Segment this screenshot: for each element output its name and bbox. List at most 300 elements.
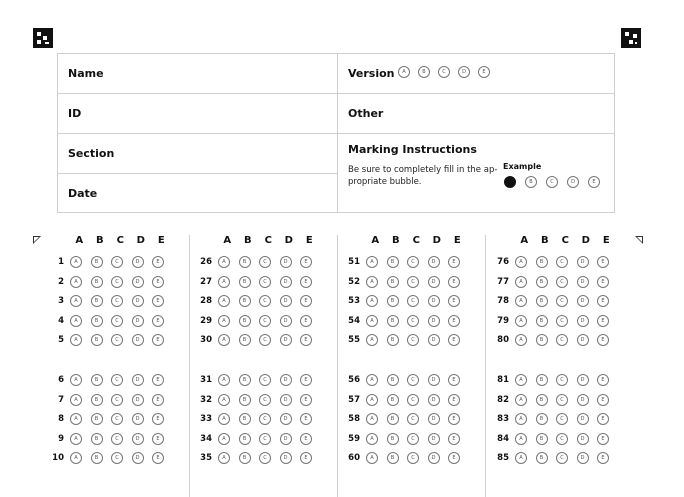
version-bubble-group [398, 66, 490, 78]
version-bubble-b[interactable]: B [418, 66, 430, 78]
answer-bubble-c[interactable]: C [111, 256, 123, 268]
answer-bubble-b[interactable]: B [239, 295, 251, 307]
answer-bubble-b[interactable]: B [536, 433, 548, 445]
answer-bubble-d[interactable]: D [280, 295, 292, 307]
question-number: 34 [200, 433, 212, 444]
answer-bubble-d[interactable]: D [577, 334, 589, 346]
answer-bubble-b[interactable]: B [536, 394, 548, 406]
answer-bubble-a[interactable]: A [70, 315, 82, 327]
answer-bubble-d[interactable]: D [428, 413, 440, 425]
question-number: 4 [58, 315, 64, 326]
answer-bubble-e[interactable]: E [300, 394, 312, 406]
answer-bubble-c[interactable]: C [259, 394, 271, 406]
answer-bubble-d[interactable]: D [132, 374, 144, 386]
answer-bubble-e[interactable]: E [448, 256, 460, 268]
answer-bubble-b[interactable]: B [91, 315, 103, 327]
question-row [192, 412, 312, 426]
answer-bubble-b[interactable]: B [239, 374, 251, 386]
answer-bubble-d[interactable]: D [132, 256, 144, 268]
answer-bubble-e[interactable]: E [448, 452, 460, 464]
answer-bubble-c[interactable]: C [556, 256, 568, 268]
answer-bubble-e[interactable]: E [152, 374, 164, 386]
question-row [340, 294, 460, 308]
question-number: 35 [200, 453, 212, 463]
answer-bubble-a[interactable]: A [70, 256, 82, 268]
id-field[interactable] [58, 94, 337, 134]
answer-bubble-c[interactable]: C [111, 315, 123, 327]
answer-bubble-a[interactable]: A [218, 295, 230, 307]
answer-bubble-group [218, 256, 312, 268]
date-field[interactable] [58, 174, 337, 212]
answer-bubble-b[interactable]: B [536, 374, 548, 386]
answer-bubble-d[interactable]: D [428, 334, 440, 346]
column-divider [189, 235, 190, 497]
answer-bubble-d[interactable]: D [577, 315, 589, 327]
answer-bubble-d[interactable]: D [577, 433, 589, 445]
answer-bubble-b[interactable]: B [91, 413, 103, 425]
answer-bubble-b[interactable]: B [91, 374, 103, 386]
answer-bubble-a[interactable]: A [218, 334, 230, 346]
answer-bubble-a[interactable]: A [515, 374, 527, 386]
question-number: 3 [58, 296, 64, 306]
question-number: 60 [348, 453, 360, 463]
answer-bubble-e[interactable]: E [597, 413, 609, 425]
answer-bubble-c[interactable]: C [407, 334, 419, 346]
answer-bubble-a[interactable]: A [515, 315, 527, 327]
answer-bubble-group [515, 413, 609, 425]
answer-bubble-c[interactable]: C [111, 295, 123, 307]
answer-bubble-a[interactable]: A [366, 433, 378, 445]
answer-bubble-b[interactable]: B [239, 276, 251, 288]
answer-bubble-b[interactable]: B [91, 452, 103, 464]
answer-bubble-c[interactable]: C [111, 452, 123, 464]
question-number: 79 [497, 315, 509, 326]
answer-bubble-e[interactable]: E [448, 334, 460, 346]
answer-bubble-group [366, 413, 460, 425]
question-number: 30 [200, 335, 212, 345]
answer-bubble-b[interactable]: B [387, 256, 399, 268]
answer-bubble-group [218, 452, 312, 464]
version-field [338, 54, 614, 94]
answer-bubble-d[interactable]: D [280, 452, 292, 464]
answer-bubble-e[interactable]: E [152, 394, 164, 406]
answer-bubble-d[interactable]: D [577, 295, 589, 307]
answer-bubble-e[interactable]: E [300, 452, 312, 464]
answer-bubble-c[interactable]: C [407, 394, 419, 406]
answer-bubble-d[interactable]: D [428, 374, 440, 386]
question-number: 6 [58, 375, 64, 385]
answer-bubble-group [218, 315, 312, 327]
answer-bubble-c[interactable]: C [556, 334, 568, 346]
version-bubble-e[interactable]: E [478, 66, 490, 78]
question-number: 9 [58, 433, 64, 444]
question-row [340, 333, 460, 347]
answer-bubble-d[interactable]: D [428, 256, 440, 268]
answer-bubble-b[interactable]: B [239, 452, 251, 464]
answer-bubble-a[interactable]: A [218, 413, 230, 425]
question-row [340, 432, 460, 446]
answer-bubble-e[interactable]: E [152, 433, 164, 445]
answer-bubble-b[interactable]: B [536, 276, 548, 288]
answer-bubble-e[interactable]: E [300, 295, 312, 307]
answer-bubble-b[interactable]: B [387, 276, 399, 288]
answer-bubble-b[interactable]: B [536, 315, 548, 327]
column-letter: A [520, 235, 529, 246]
answer-bubble-c[interactable]: C [259, 413, 271, 425]
answer-bubble-a[interactable]: A [515, 413, 527, 425]
answer-bubble-b[interactable]: B [387, 394, 399, 406]
answer-bubble-d[interactable]: D [577, 413, 589, 425]
answer-bubble-d[interactable]: D [577, 276, 589, 288]
question-row [489, 432, 609, 446]
question-row [340, 314, 460, 328]
column-letter: C [264, 235, 272, 246]
answer-bubble-group [70, 433, 164, 445]
answer-bubble-a[interactable]: A [70, 334, 82, 346]
answer-bubble-a[interactable]: A [366, 256, 378, 268]
answer-letters-header [514, 235, 617, 246]
alignment-corner-left [33, 236, 41, 244]
answer-bubble-group [70, 295, 164, 307]
answer-bubble-e[interactable]: E [300, 334, 312, 346]
answer-bubble-b[interactable]: B [239, 433, 251, 445]
answer-bubble-b[interactable]: B [387, 295, 399, 307]
question-row [192, 432, 312, 446]
answer-bubble-c[interactable]: C [556, 452, 568, 464]
instructions-title: Marking Instructions [348, 143, 477, 156]
answer-bubble-a[interactable]: A [70, 276, 82, 288]
answer-bubble-c[interactable]: C [111, 433, 123, 445]
version-bubble-c[interactable]: C [438, 66, 450, 78]
answer-bubble-c[interactable]: C [407, 452, 419, 464]
answer-bubble-c[interactable]: C [407, 295, 419, 307]
section-label: Section [68, 147, 115, 160]
answer-bubble-c[interactable]: C [111, 334, 123, 346]
answer-bubble-d[interactable]: D [280, 276, 292, 288]
answer-bubble-c[interactable]: C [556, 433, 568, 445]
answer-bubble-d[interactable]: D [577, 452, 589, 464]
answer-bubble-c[interactable]: C [111, 276, 123, 288]
answer-bubble-d[interactable]: D [428, 315, 440, 327]
answer-bubble-c[interactable]: C [259, 334, 271, 346]
answer-bubble-d[interactable]: D [132, 276, 144, 288]
column-letter: B [391, 235, 400, 246]
answer-bubble-e[interactable]: E [300, 433, 312, 445]
answer-bubble-d[interactable]: D [428, 276, 440, 288]
answer-bubble-a[interactable]: A [366, 295, 378, 307]
answer-bubble-e[interactable]: E [597, 315, 609, 327]
answer-bubble-d[interactable]: D [280, 433, 292, 445]
answer-bubble-e[interactable]: E [448, 295, 460, 307]
answer-bubble-c[interactable]: C [556, 413, 568, 425]
question-number: 33 [200, 414, 212, 424]
answer-bubble-e[interactable]: E [448, 374, 460, 386]
version-bubble-a[interactable]: A [398, 66, 410, 78]
example-bubble-d[interactable]: D [567, 176, 579, 188]
answer-bubble-b[interactable]: B [239, 334, 251, 346]
answer-bubble-a[interactable]: A [218, 276, 230, 288]
answer-bubble-b[interactable]: B [239, 413, 251, 425]
answer-bubble-b[interactable]: B [91, 276, 103, 288]
answer-bubble-c[interactable]: C [556, 295, 568, 307]
answer-bubble-group [515, 374, 609, 386]
answer-bubble-a[interactable]: A [515, 334, 527, 346]
answer-bubble-a[interactable]: A [366, 394, 378, 406]
column-letter: B [540, 235, 549, 246]
column-letter: E [602, 235, 610, 246]
answer-bubble-a[interactable]: A [515, 433, 527, 445]
answer-bubble-e[interactable]: E [448, 315, 460, 327]
answer-bubble-c[interactable]: C [259, 276, 271, 288]
question-row [192, 275, 312, 289]
answer-bubble-b[interactable]: B [91, 295, 103, 307]
answer-bubble-a[interactable]: A [515, 295, 527, 307]
answer-bubble-b[interactable]: B [387, 433, 399, 445]
question-row [192, 294, 312, 308]
answer-bubble-e[interactable]: E [448, 276, 460, 288]
answer-bubble-a[interactable]: A [218, 256, 230, 268]
answer-bubble-e[interactable]: E [597, 374, 609, 386]
answer-bubble-e[interactable]: E [300, 374, 312, 386]
question-row [489, 393, 609, 407]
answer-bubble-c[interactable]: C [259, 433, 271, 445]
name-label: Name [68, 67, 104, 80]
answer-bubble-a[interactable]: A [515, 276, 527, 288]
column-letter: D [136, 235, 145, 246]
question-number: 2 [58, 276, 64, 287]
answer-bubble-e[interactable]: E [597, 256, 609, 268]
question-row [44, 373, 164, 387]
question-row [44, 255, 164, 269]
question-number: 26 [200, 257, 212, 267]
example-bubble-c[interactable]: C [546, 176, 558, 188]
answer-bubble-c[interactable]: C [111, 413, 123, 425]
answer-bubble-a[interactable]: A [70, 413, 82, 425]
answer-bubble-e[interactable]: E [152, 413, 164, 425]
answer-bubble-d[interactable]: D [132, 394, 144, 406]
answer-bubble-d[interactable]: D [132, 315, 144, 327]
answer-bubble-b[interactable]: B [91, 334, 103, 346]
answer-bubble-d[interactable]: D [577, 394, 589, 406]
answer-bubble-a[interactable]: A [515, 394, 527, 406]
answer-bubble-d[interactable]: D [280, 256, 292, 268]
question-row [489, 275, 609, 289]
answer-bubble-d[interactable]: D [428, 295, 440, 307]
answer-bubble-e[interactable]: E [448, 413, 460, 425]
answer-bubble-a[interactable]: A [218, 452, 230, 464]
answer-bubble-b[interactable]: B [536, 334, 548, 346]
answer-bubble-group [70, 452, 164, 464]
answer-bubble-e[interactable]: E [597, 334, 609, 346]
answer-bubble-a[interactable]: A [366, 315, 378, 327]
answer-bubble-a[interactable]: A [70, 295, 82, 307]
answer-bubble-b[interactable]: B [536, 295, 548, 307]
answer-bubble-e[interactable]: E [152, 295, 164, 307]
answer-bubble-group [70, 315, 164, 327]
answer-bubble-c[interactable]: C [407, 315, 419, 327]
answer-bubble-c[interactable]: C [407, 413, 419, 425]
answer-bubble-a[interactable]: A [366, 334, 378, 346]
answer-bubble-a[interactable]: A [218, 394, 230, 406]
answer-bubble-e[interactable]: E [152, 334, 164, 346]
question-number: 1 [58, 257, 64, 267]
answer-bubble-d[interactable]: D [280, 394, 292, 406]
answer-bubble-e[interactable]: E [597, 295, 609, 307]
answer-bubble-e[interactable]: E [448, 394, 460, 406]
answer-bubble-b[interactable]: B [536, 256, 548, 268]
answer-bubble-d[interactable]: D [577, 256, 589, 268]
answer-bubble-b[interactable]: B [536, 413, 548, 425]
answer-bubble-c[interactable]: C [259, 374, 271, 386]
answer-bubble-e[interactable]: E [152, 276, 164, 288]
answer-bubble-b[interactable]: B [387, 413, 399, 425]
answer-bubble-b[interactable]: B [387, 374, 399, 386]
answer-bubble-c[interactable]: C [556, 374, 568, 386]
answer-bubble-a[interactable]: A [515, 256, 527, 268]
column-letter: C [412, 235, 420, 246]
question-row [340, 412, 460, 426]
answer-bubble-c[interactable]: C [111, 394, 123, 406]
example-label: Example [503, 162, 542, 171]
answer-bubble-group [70, 413, 164, 425]
answer-bubble-d[interactable]: D [132, 433, 144, 445]
answer-bubble-c[interactable]: C [111, 374, 123, 386]
answer-bubble-d[interactable]: D [280, 413, 292, 425]
answer-bubble-e[interactable]: E [448, 433, 460, 445]
answer-bubble-e[interactable]: E [152, 315, 164, 327]
answer-bubble-c[interactable]: C [259, 452, 271, 464]
answer-bubble-e[interactable]: E [300, 256, 312, 268]
answer-bubble-group [515, 256, 609, 268]
answer-bubble-a[interactable]: A [366, 276, 378, 288]
answer-bubble-e[interactable]: E [597, 452, 609, 464]
answer-bubble-a[interactable]: A [70, 374, 82, 386]
column-letter: D [581, 235, 590, 246]
answer-bubble-b[interactable]: B [239, 315, 251, 327]
answer-bubble-d[interactable]: D [280, 334, 292, 346]
answer-bubble-group [366, 452, 460, 464]
question-number: 8 [58, 414, 64, 424]
answer-letters-header [365, 235, 468, 246]
answer-bubble-b[interactable]: B [387, 315, 399, 327]
answer-bubble-c[interactable]: C [407, 433, 419, 445]
marking-instructions [338, 134, 614, 212]
section-field[interactable] [58, 134, 337, 174]
answer-bubble-a[interactable]: A [366, 413, 378, 425]
exam-fields-column [338, 54, 614, 212]
answer-bubble-e[interactable]: E [300, 276, 312, 288]
question-row [44, 275, 164, 289]
answer-bubble-b[interactable]: B [387, 334, 399, 346]
answer-bubble-e[interactable]: E [152, 452, 164, 464]
answer-bubble-b[interactable]: B [91, 433, 103, 445]
answer-bubble-a[interactable]: A [515, 452, 527, 464]
answer-bubble-group [366, 374, 460, 386]
answer-bubble-d[interactable]: D [132, 452, 144, 464]
answer-bubble-d[interactable]: D [132, 413, 144, 425]
answer-bubble-d[interactable]: D [428, 433, 440, 445]
answer-bubble-b[interactable]: B [239, 394, 251, 406]
answer-bubble-group [218, 374, 312, 386]
answer-bubble-c[interactable]: C [259, 295, 271, 307]
answer-bubble-a[interactable]: A [70, 452, 82, 464]
answer-bubble-e[interactable]: E [597, 276, 609, 288]
question-row [44, 393, 164, 407]
other-field[interactable] [338, 94, 614, 134]
answer-bubble-c[interactable]: C [407, 256, 419, 268]
fiducial-marker-top-right [621, 28, 641, 48]
answer-bubble-group [366, 315, 460, 327]
answer-bubble-d[interactable]: D [132, 334, 144, 346]
answer-bubble-c[interactable]: C [259, 256, 271, 268]
example-bubble-e[interactable]: E [588, 176, 600, 188]
answer-bubble-d[interactable]: D [428, 394, 440, 406]
version-bubble-d[interactable]: D [458, 66, 470, 78]
example-bubble-group [504, 176, 600, 188]
question-row [489, 255, 609, 269]
question-number: 58 [348, 414, 360, 424]
question-number: 81 [497, 375, 509, 385]
answer-bubble-d[interactable]: D [132, 295, 144, 307]
answer-bubble-e[interactable]: E [300, 315, 312, 327]
question-row [192, 393, 312, 407]
answer-bubble-c[interactable]: C [407, 374, 419, 386]
answer-bubble-group [70, 256, 164, 268]
answer-bubble-e[interactable]: E [152, 256, 164, 268]
answer-bubble-a[interactable]: A [218, 315, 230, 327]
answer-bubble-a[interactable]: A [366, 374, 378, 386]
answer-bubble-a[interactable]: A [70, 433, 82, 445]
answer-bubble-e[interactable]: E [597, 433, 609, 445]
answer-bubble-b[interactable]: B [387, 452, 399, 464]
question-number: 52 [348, 276, 360, 287]
answer-bubble-b[interactable]: B [91, 256, 103, 268]
answer-bubble-c[interactable]: C [556, 394, 568, 406]
answer-bubble-d[interactable]: D [280, 315, 292, 327]
answer-bubble-group [515, 295, 609, 307]
question-number: 32 [200, 394, 212, 405]
answer-bubble-b[interactable]: B [91, 394, 103, 406]
answer-bubble-b[interactable]: B [239, 256, 251, 268]
answer-bubble-d[interactable]: D [280, 374, 292, 386]
question-row [192, 314, 312, 328]
answer-bubble-c[interactable]: C [556, 315, 568, 327]
answer-bubble-e[interactable]: E [597, 394, 609, 406]
answer-bubble-d[interactable]: D [428, 452, 440, 464]
answer-bubble-b[interactable]: B [536, 452, 548, 464]
column-letter: A [75, 235, 84, 246]
answer-bubble-c[interactable]: C [259, 315, 271, 327]
question-number: 83 [497, 414, 509, 424]
answer-bubble-a[interactable]: A [218, 374, 230, 386]
name-field[interactable] [58, 54, 337, 94]
student-info-grid [57, 53, 615, 213]
answer-bubble-group [515, 334, 609, 346]
example-bubble-a[interactable] [504, 176, 516, 188]
answer-bubble-group [366, 256, 460, 268]
answer-letters-header [69, 235, 172, 246]
answer-bubble-a[interactable]: A [366, 452, 378, 464]
answer-bubble-c[interactable]: C [556, 276, 568, 288]
question-row [489, 412, 609, 426]
question-row [489, 373, 609, 387]
answer-bubble-d[interactable]: D [577, 374, 589, 386]
answer-bubble-a[interactable]: A [70, 394, 82, 406]
example-bubble-b[interactable]: B [525, 176, 537, 188]
answer-bubble-a[interactable]: A [218, 433, 230, 445]
answer-bubble-e[interactable]: E [300, 413, 312, 425]
answer-bubble-c[interactable]: C [407, 276, 419, 288]
